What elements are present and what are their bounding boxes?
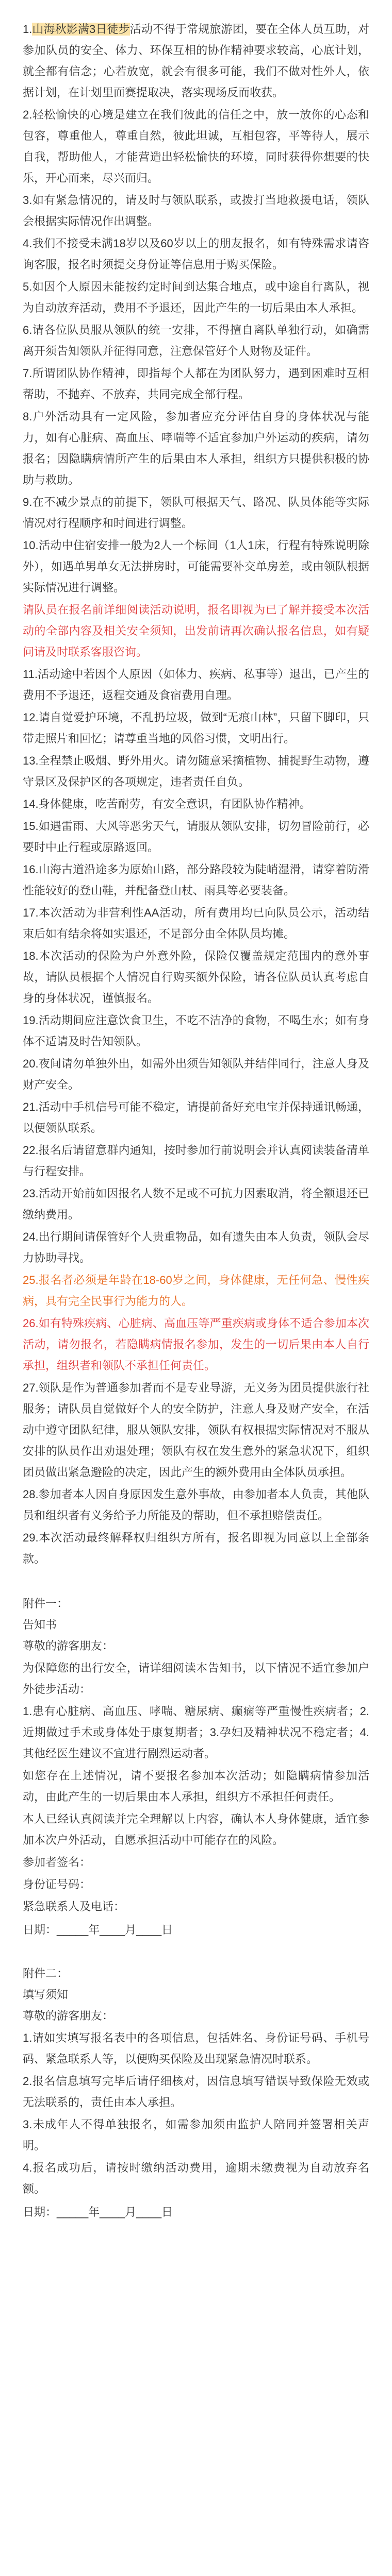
rule-text: 3.如有紧急情况的，请及时与领队联系，或拨打当地救援电话，领队会根据实际情况作出调整。 — [23, 194, 369, 228]
attachment-paragraph: 为保障您的出行安全，请详细阅读本告知书，以下情况不适宜参加户外徒步活动： — [23, 1662, 369, 1696]
rule-text: 16.山海古道沿途多为原始山路，部分路段较为陡峭湿滑，请穿着防滑性能较好的登山鞋，并配备登山杖、雨具等必要装备。 — [23, 863, 369, 897]
rule-paragraph — [23, 276, 369, 318]
attachment-paragraph: 1.请如实填写报名表中的各项信息，包括姓名、身份证号码、手机号码、紧急联系人等，以便购买保险及出现紧急情况时联系。 — [23, 2031, 369, 2065]
attachments-section — [23, 1570, 369, 2223]
rule-red-text: 26.如有特殊疾病、心脏病、高血压等严重疾病或身体不适合参加本次活动，请勿报名，若隐瞒病情报名参加，发生的一切后果由本人自行承担，组织者和领队不承担任何责任。 — [23, 1317, 369, 1372]
attachment-date: 日期：_____年____月____日 — [23, 2206, 173, 2218]
rule-lead: 1. — [23, 23, 32, 36]
rule-paragraph — [23, 1269, 369, 1312]
rule-text: 24.出行期间请保管好个人贵重物品，如有遗失由本人负责，领队会尽力协助寻找。 — [23, 1230, 369, 1264]
rule-paragraph — [23, 1010, 369, 1052]
rule-text: 29.本次活动最终解释权归组织方所有，报名即视为同意以上全部条款。 — [23, 1531, 369, 1565]
attachment-paragraph: 1.患有心脏病、高血压、哮喘、糖尿病、癫痫等严重慢性疾病者；2.近期做过手术或身体处于康复期者；3.孕妇及精神状况不稳定者；4.其他经医生建议不宜进行剧烈运动者。 — [23, 1705, 369, 1760]
attachment-paragraph: 身份证号码： — [23, 1878, 91, 1891]
attachment-paragraph: 3.未成年人不得单独报名，如需参加须由监护人陪同并签署相关声明。 — [23, 2118, 369, 2152]
attachment-paragraph: 如您存在上述情况，请不要报名参加本次活动；如隐瞒病情参加活动，由此产生的一切后果由本人承担，组织方不承担任何责任。 — [23, 1769, 369, 1803]
rule-text: 活动不得于常规旅游团，要在全体人员互助，对参加队员的安全、体力、环保互相的协作精神要求较高，心底计划，就全都有信念；心若放宽，就会有很多可能，我们不做对性外人，依据计划，在计划里面赛提取决，落实现场反而收获。 — [23, 23, 369, 99]
rule-paragraph — [23, 363, 369, 405]
rule-text: 12.请自觉爱护环境，不乱扔垃圾，做到“无痕山林”，只留下脚印，只带走照片和回忆；请尊重当地的风俗习惯，文明出行。 — [23, 711, 369, 745]
rule-text: 9.在不减少景点的前提下，领队可根据天气、路况、队员体能等实际情况对行程顺序和时间进行调整。 — [23, 496, 369, 530]
rule-text: 18.本次活动的保险为户外意外险，保险仅覆盖规定范围内的意外事故，请队员根据个人情况自行购买额外保险，请各位队员认真考虑自身的身体状况，谨慎报名。 — [23, 950, 369, 1005]
attachment-date: 日期：_____年____月____日 — [23, 1923, 173, 1936]
attachment-title: 附件二： — [23, 1967, 69, 1980]
rule-paragraph — [23, 750, 369, 792]
rule-text: 14.身体健康，吃苦耐劳，有安全意识，有团队协作精神。 — [23, 798, 311, 810]
rule-highlight: 山海秋影满3日徒步 — [32, 23, 130, 36]
rule-paragraph — [23, 319, 369, 362]
rule-text: 23.活动开始前如因报名人数不足或不可抗力因素取消，将全额退还已缴纳费用。 — [23, 1187, 369, 1221]
rule-text: 8.户外活动具有一定风险，参加者应充分评估自身的身体状况与能力，如有心脏病、高血压、哮喘等不适宜参加户外运动的疾病，请勿报名；因隐瞒病情所产生的后果由本人承担，组织方只提供积极的协助与救助。 — [23, 410, 369, 486]
rule-paragraph — [23, 902, 369, 944]
rules-section — [23, 19, 369, 1569]
rule-text: 22.报名后请留意群内通知，按时参加行前说明会并认真阅读装备清单与行程安排。 — [23, 1144, 369, 1178]
rule-orange-text: 25.报名者必须是年龄在18-60岁之间，身体健康，无任何急、慢性疾病，具有完全民事行为能力的人。 — [23, 1274, 369, 1308]
rule-paragraph — [23, 1377, 369, 1483]
rule-paragraph — [23, 535, 369, 598]
rule-paragraph — [23, 190, 369, 232]
section-spacer — [23, 1570, 369, 1593]
rule-text: 7.所谓团队协作精神，即指每个人都在为团队努力，遇到困难时互相帮助，不抛弃、不放弃，共同完成全部行程。 — [23, 367, 369, 401]
attachment-paragraph: 参加者签名： — [23, 1856, 91, 1869]
rule-text: 5.如因个人原因未能按约定时间到达集合地点，或中途自行离队，视为自动放弃活动，费用不予退还，因此产生的一切后果由本人承担。 — [23, 280, 369, 314]
rule-paragraph — [23, 19, 369, 103]
rule-paragraph — [23, 793, 369, 815]
rule-text: 2.轻松愉快的心境是建立在我们彼此的信任之中，放一放你的心态和包容，尊重他人，尊重自然，彼此坦诚，互相包容，平等待人，展示自我，帮助他人，才能营造出轻松愉快的环境，同时获得你想要的快乐，开心而来，尽兴而归。 — [23, 108, 369, 184]
rule-paragraph — [23, 1183, 369, 1225]
rule-text: 10.活动中住宿安排一般为2人一个标间（1人1床，行程有特殊说明除外），如遇单男单女无法拼房时，可能需要补交单房差，或由领队根据实际情况进行调整。 — [23, 539, 369, 594]
rule-text: 28.参加者本人因自身原因发生意外事故，由参加者本人负责，其他队员和组织者有义务给予力所能及的帮助，但不承担赔偿责任。 — [23, 1488, 369, 1522]
rule-paragraph — [23, 1484, 369, 1526]
attachment-paragraph: 2.报名信息填写完毕后请仔细核对，因信息填写错误导致保险无效或无法联系的，责任由本人承担。 — [23, 2075, 369, 2109]
attachment-subtitle: 填写须知 — [23, 1988, 69, 2001]
rule-paragraph — [23, 945, 369, 1009]
attachment-paragraph: 4.报名成功后，请按时缴纳活动费用，逾期未缴费视为自动放弃名额。 — [23, 2161, 369, 2195]
rule-text: 4.我们不接受未满18岁以及60岁以上的朋友报名，如有特殊需求请咨询客服，报名时须提交身份证等信息用于购买保险。 — [23, 237, 369, 271]
rule-text: 17.本次活动为非营利性AA活动，所有费用均已向队员公示，活动结束后如有结余将如实退还，不足部分由全体队员均摊。 — [23, 906, 369, 940]
rule-paragraph — [23, 1313, 369, 1376]
rule-paragraph — [23, 599, 369, 663]
rule-text: 20.夜间请勿单独外出，如需外出须告知领队并结伴同行，注意人身及财产安全。 — [23, 1057, 369, 1091]
rule-paragraph — [23, 233, 369, 275]
rule-paragraph — [23, 406, 369, 490]
rule-paragraph — [23, 1096, 369, 1139]
attachment-paragraph: 本人已经认真阅读并完全理解以上内容，确认本人身体健康，适宜参加本次户外活动，自愿承担活动中可能存在的风险。 — [23, 1812, 369, 1846]
rule-text: 27.领队是作为普通参加者而不是专业导游，无义务为团员提供旅行社服务；请队员自觉做好个人的安全防护，注意人身及财产安全，在活动中遵守团队纪律，服从领队安排，领队有权根据实际情况对不服从安排的队员作出劝退处理；领队有权在发生意外的紧急状况下，组织团员做出紧急避险的决定，因此产生的额外费用由全体队员承担。 — [23, 1381, 369, 1479]
rule-text: 19.活动期间应注意饮食卫生，不吃不洁净的食物，不喝生水；如有身体不适请及时告知领队。 — [23, 1014, 369, 1048]
rule-text: 21.活动中手机信号可能不稳定，请提前备好充电宝并保持通讯畅通，以便领队联系。 — [23, 1100, 369, 1134]
rule-paragraph — [23, 1226, 369, 1268]
rule-text: 11.活动途中若因个人原因（如体力、疾病、私事等）退出，已产生的费用不予退还，返程交通及食宿费用自理。 — [23, 668, 369, 702]
attachment-paragraph: 紧急联系人及电话： — [23, 1900, 125, 1913]
rule-paragraph — [23, 707, 369, 749]
rule-red-text: 请队员在报名前详细阅读活动说明，报名即视为已了解并接受本次活动的全部内容及相关安全须知，出发前请再次确认报名信息，如有疑问请及时联系客服咨询。 — [23, 603, 369, 658]
rule-paragraph — [23, 816, 369, 858]
rule-paragraph — [23, 859, 369, 901]
rule-text: 6.请各位队员服从领队的统一安排，不得擅自离队单独行动，如确需离开须告知领队并征得同意，注意保管好个人财物及证件。 — [23, 324, 369, 358]
rule-paragraph — [23, 104, 369, 189]
rule-paragraph — [23, 492, 369, 534]
attachment-salutation: 尊敬的游客朋友： — [23, 1639, 114, 1652]
rule-text: 15.如遇雷雨、大风等恶劣天气，请服从领队安排，切勿冒险前行，必要时中止行程或原路返回。 — [23, 820, 369, 854]
attachment-salutation: 尊敬的游客朋友： — [23, 2009, 114, 2022]
attachment-title: 附件一： — [23, 1597, 69, 1610]
rule-paragraph — [23, 1140, 369, 1182]
rule-paragraph — [23, 1053, 369, 1095]
section-spacer — [23, 1940, 369, 1963]
rule-paragraph — [23, 664, 369, 706]
attachment-subtitle: 告知书 — [23, 1618, 57, 1631]
rule-text: 13.全程禁止吸烟、野外用火。请勿随意采摘植物、捕捉野生动物，遵守景区及保护区的各项规定，违者责任自负。 — [23, 754, 369, 788]
rule-paragraph — [23, 1527, 369, 1569]
